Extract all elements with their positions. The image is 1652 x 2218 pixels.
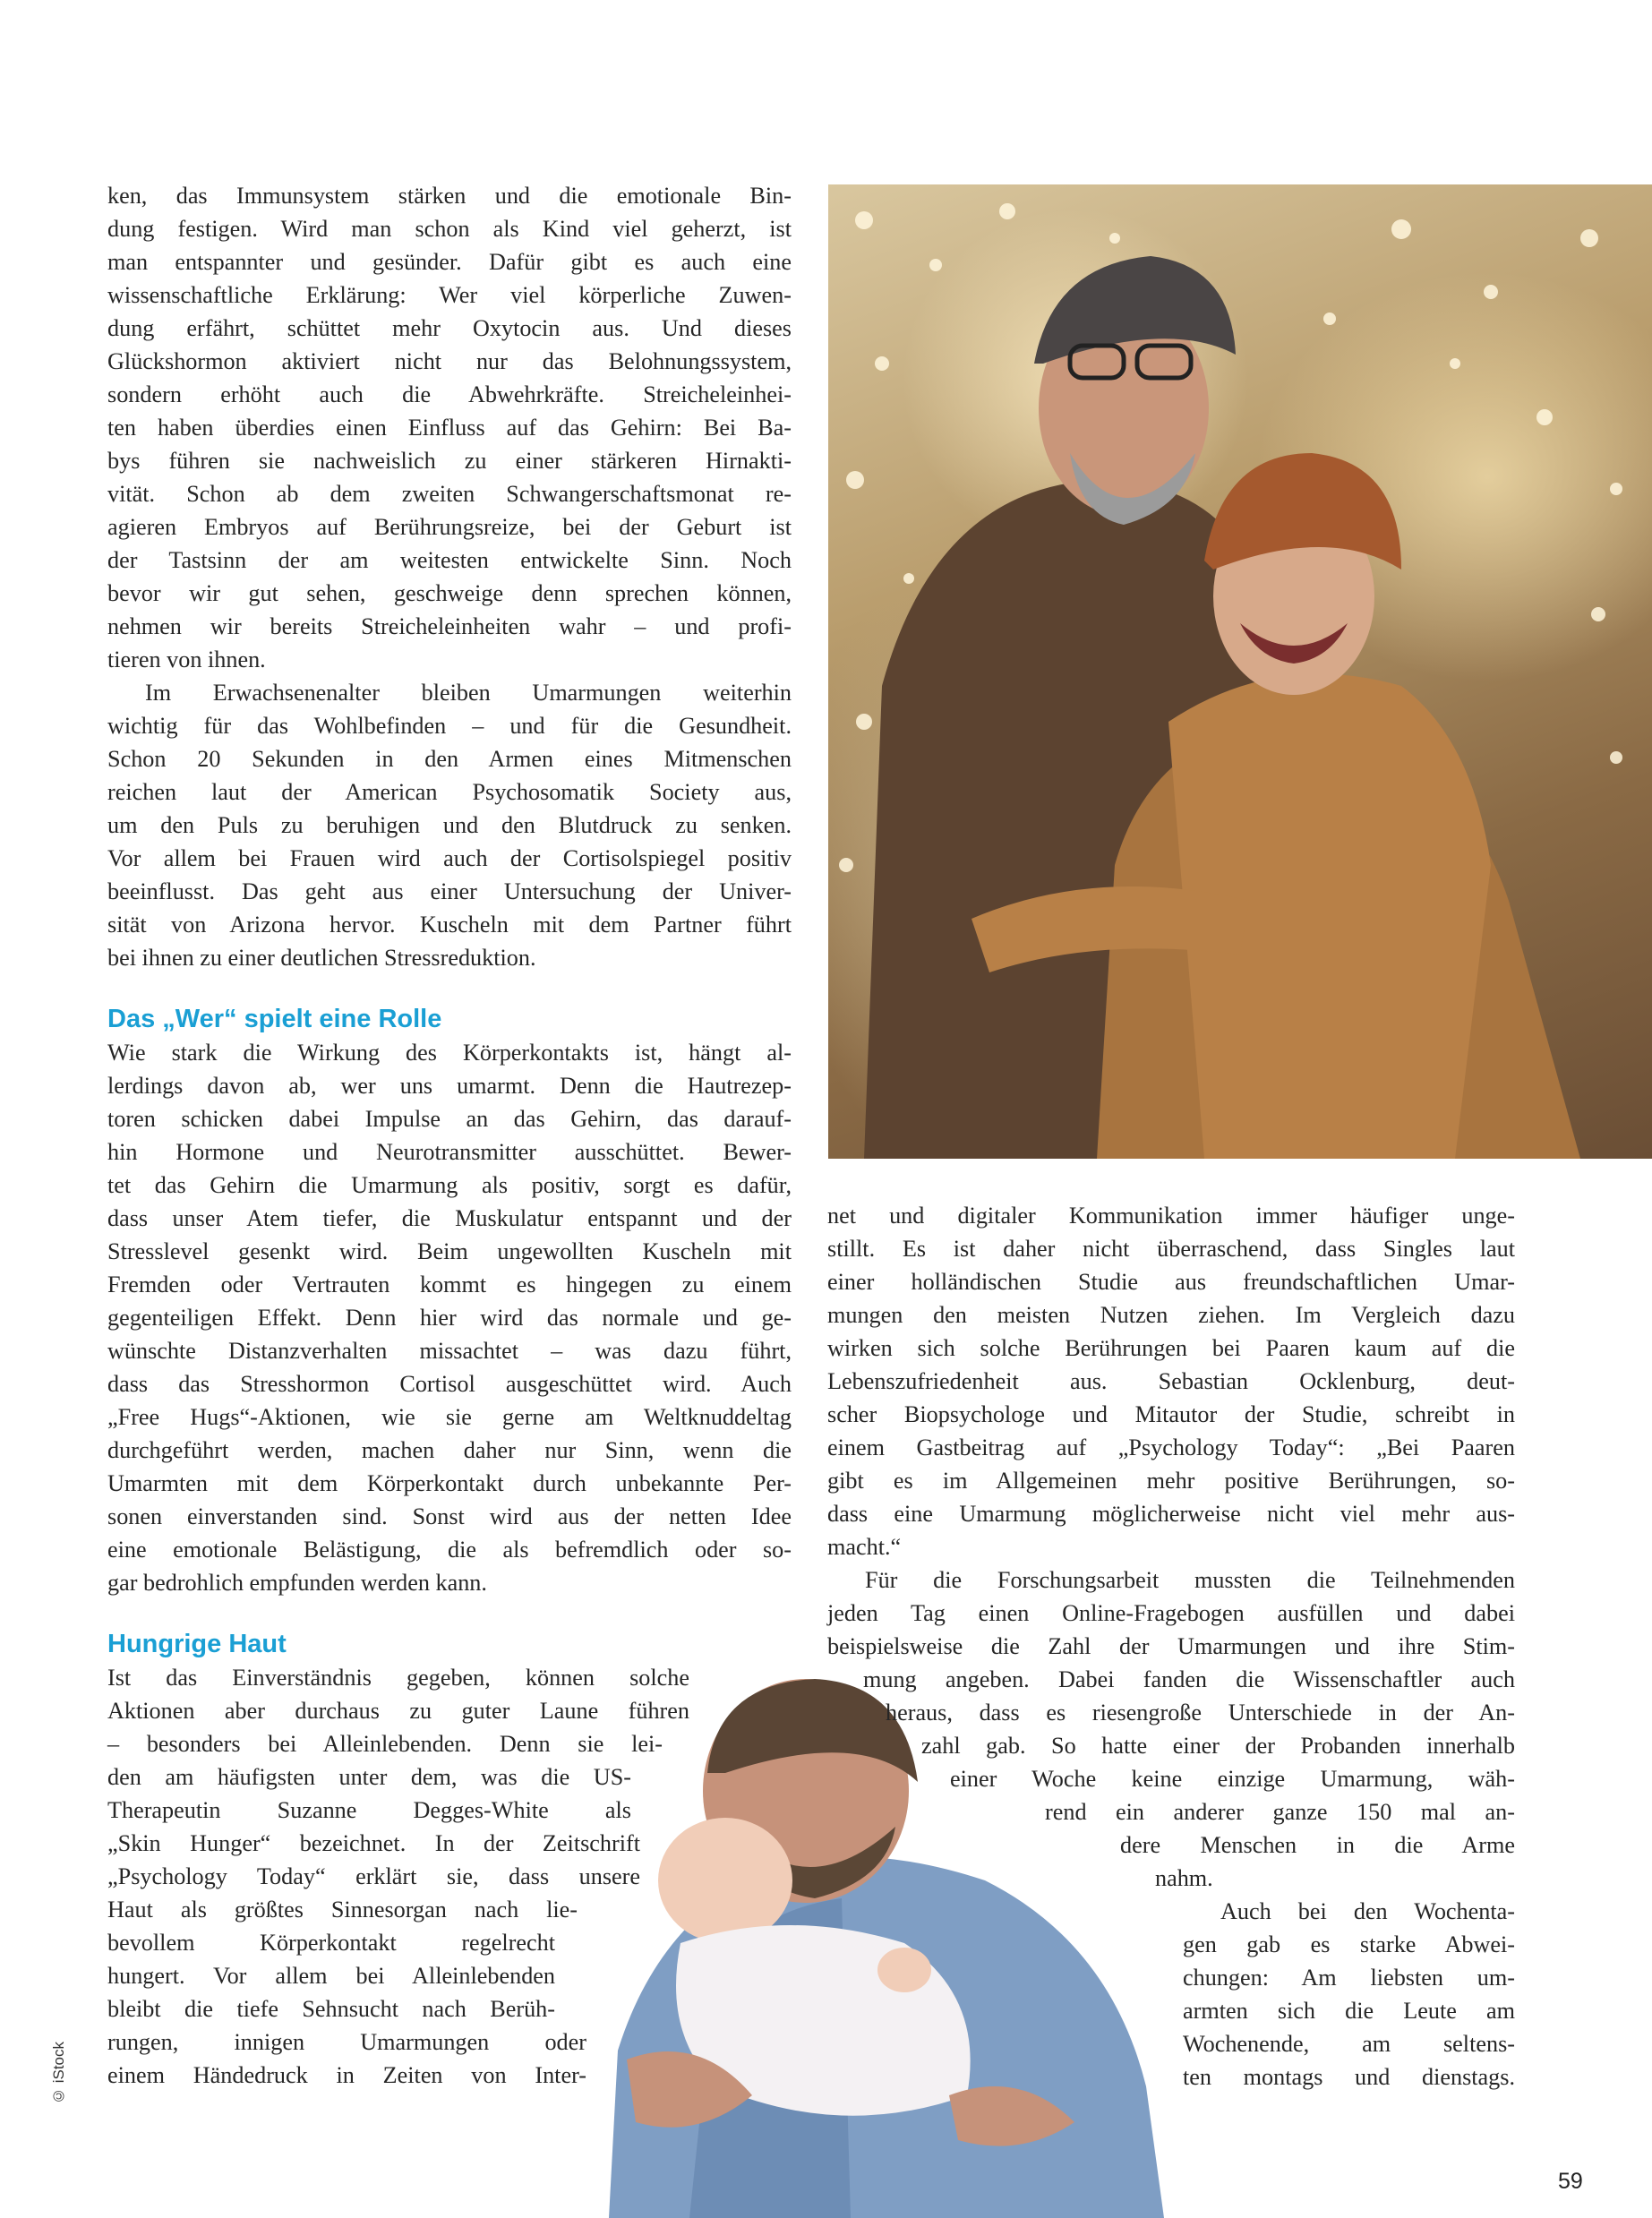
text-line: Therapeutin Suzanne Degges-White als: [107, 1797, 631, 1823]
text-line: dass eine Umarmung möglicherweise nicht viel mehr aus-: [827, 1501, 1515, 1527]
text-line: man entspannter und gesünder. Dafür gibt es auch eine: [107, 249, 792, 275]
text-line: bevollem Körperkontakt regelrecht: [107, 1930, 555, 1956]
subheading-das-wer: Das „Wer“ spielt eine Rolle: [107, 1005, 442, 1033]
text-line: Umarmten mit dem Körperkontakt durch unbekannte Per-: [107, 1470, 792, 1496]
text-line: vität. Schon ab dem zweiten Schwangerschaftsmonat re-: [107, 481, 792, 507]
text-line: macht.“: [827, 1534, 902, 1560]
text-line: beeinflusst. Das geht aus einer Untersuchung der Univer-: [107, 878, 792, 904]
text-line: um den Puls zu beruhigen und den Blutdruck zu senken.: [107, 812, 792, 838]
photo-credit: © iStock: [50, 2041, 67, 2104]
text-line: „Skin Hunger“ bezeichnet. In der Zeitschrift: [107, 1830, 640, 1856]
text-line: nehmen wir bereits Streicheleinheiten wahr – und profi-: [107, 613, 792, 639]
text-line: net und digitaler Kommunikation immer häufiger unge-: [827, 1203, 1515, 1229]
text-line: Ist das Einverständnis gegeben, können solche: [107, 1665, 689, 1691]
text-line: einer Woche keine einzige Umarmung, wäh-: [950, 1766, 1515, 1792]
text-line: Lebenszufriedenheit aus. Sebastian Ocklenburg, deut-: [827, 1368, 1515, 1394]
text-line: heraus, dass es riesengroße Unterschiede in der An-: [886, 1700, 1515, 1726]
text-line: chungen: Am liebsten um-: [1183, 1965, 1515, 1991]
text-line: nahm.: [1155, 1865, 1213, 1891]
text-line: dere Menschen in die Arme: [1120, 1832, 1515, 1858]
text-line: Glückshormon aktiviert nicht nur das Belohnungssystem,: [107, 348, 792, 374]
right-paragraph-3: [1183, 1895, 1515, 2094]
subheading-hungrige-haut: Hungrige Haut: [107, 1630, 287, 1658]
text-line: beispielsweise die Zahl der Umarmungen und ihre Stim-: [827, 1633, 1515, 1659]
couple-illustration: [828, 184, 1652, 1159]
page-number: 59: [1558, 2169, 1583, 2194]
text-line: lerdings davon ab, wer uns umarmt. Denn die Hautrezep-: [107, 1073, 792, 1099]
text-line: Für die Forschungsarbeit mussten die Teilnehmenden: [865, 1567, 1515, 1593]
text-line: mung angeben. Dabei fanden die Wissenschaftler auch: [863, 1666, 1515, 1692]
text-line: Im Erwachsenenalter bleiben Umarmungen weiterhin: [145, 680, 792, 706]
text-line: toren schicken dabei Impulse an das Gehirn, das darauf-: [107, 1106, 792, 1132]
text-line: ten haben überdies einen Einfluss auf das Gehirn: Bei Ba-: [107, 415, 792, 441]
text-line: den am häufigsten unter dem, was die US-: [107, 1764, 631, 1790]
text-line: Vor allem bei Frauen wird auch der Cortisolspiegel positiv: [107, 845, 792, 871]
text-line: jeden Tag einen Online-Fragebogen ausfüllen und dabei: [827, 1600, 1515, 1626]
text-line: stillt. Es ist daher nicht überraschend, dass Singles laut: [827, 1236, 1515, 1262]
text-line: dass unser Atem tiefer, die Muskulatur entspannt und der: [107, 1205, 792, 1231]
left-paragraph-4: [107, 1661, 792, 2092]
text-line: rend ein anderer ganze 150 mal an-: [1045, 1799, 1515, 1825]
text-line: tieren von ihnen.: [107, 647, 266, 672]
text-line: wichtig für das Wohlbefinden – und für die Gesundheit.: [107, 713, 792, 739]
text-line: bys führen sie nachweislich zu einer stärkeren Hirnakti-: [107, 448, 792, 474]
text-line: Auch bei den Wochenta-: [1220, 1898, 1515, 1924]
text-line: Wochenende, am seltens-: [1183, 2031, 1515, 2057]
text-line: Stresslevel gesenkt wird. Beim ungewollten Kuscheln mit: [107, 1238, 792, 1264]
left-column: [107, 179, 792, 2092]
text-line: hungert. Vor allem bei Alleinlebenden: [107, 1963, 555, 1989]
text-line: – besonders bei Alleinlebenden. Denn sie lei-: [107, 1731, 663, 1757]
text-line: ten montags und dienstags.: [1183, 2064, 1515, 2090]
text-line: „Free Hugs“-Aktionen, wie sie gerne am Weltknuddeltag: [107, 1404, 792, 1430]
text-line: durchgeführt werden, machen daher nur Sinn, wenn die: [107, 1437, 792, 1463]
text-line: Aktionen aber durchaus zu guter Laune führen: [107, 1698, 689, 1724]
text-line: scher Biopsychologe und Mitautor der Studie, schreibt in: [827, 1401, 1515, 1427]
text-line: einem Gastbeitrag auf „Psychology Today“: „Bei Paaren: [827, 1434, 1515, 1460]
text-line: Fremden oder Vertrauten kommt es hingegen zu einem: [107, 1272, 792, 1297]
couple-photo: [828, 184, 1652, 1159]
text-line: einem Händedruck in Zeiten von Inter-: [107, 2062, 586, 2088]
right-column: [827, 1199, 1515, 2094]
text-line: sondern erhöht auch die Abwehrkräfte. Streicheleinhei-: [107, 381, 792, 407]
left-paragraph-1: [107, 179, 792, 676]
text-line: einer holländischen Studie aus freundschaftlichen Umar-: [827, 1269, 1515, 1295]
text-line: sonen einverstanden sind. Sonst wird aus der netten Idee: [107, 1503, 792, 1529]
text-line: tet das Gehirn die Umarmung als positiv, sorgt es dafür,: [107, 1172, 792, 1198]
text-line: dass das Stresshormon Cortisol ausgeschüttet wird. Auch: [107, 1371, 792, 1397]
text-line: zahl gab. So hatte einer der Probanden innerhalb: [921, 1733, 1515, 1759]
text-line: wirken sich solche Berührungen bei Paaren kaum auf die: [827, 1335, 1515, 1361]
text-line: dung erfährt, schüttet mehr Oxytocin aus. Und dieses: [107, 315, 792, 341]
text-line: wünschte Distanzverhalten missachtet – was dazu führt,: [107, 1338, 792, 1364]
text-line: bevor wir gut sehen, geschweige denn sprechen können,: [107, 580, 792, 606]
text-line: reichen laut der American Psychosomatik Society aus,: [107, 779, 792, 805]
right-paragraph-2: [827, 1563, 1515, 1895]
text-line: wissenschaftliche Erklärung: Wer viel körperliche Zuwen-: [107, 282, 792, 308]
right-paragraph-1: [827, 1199, 1515, 1563]
text-line: bleibt die tiefe Sehnsucht nach Berüh-: [107, 1996, 555, 2022]
text-line: rungen, innigen Umarmungen oder: [107, 2029, 586, 2055]
left-paragraph-3: [107, 1036, 792, 1599]
text-line: dung festigen. Wird man schon als Kind viel geherzt, ist: [107, 216, 792, 242]
text-line: Wie stark die Wirkung des Körperkontakts ist, hängt al-: [107, 1040, 792, 1066]
text-line: gegenteiligen Effekt. Denn hier wird das normale und ge-: [107, 1305, 792, 1331]
left-paragraph-2: [107, 676, 792, 974]
text-line: gen gab es starke Abwei-: [1183, 1931, 1515, 1957]
text-line: mungen den meisten Nutzen ziehen. Im Vergleich dazu: [827, 1302, 1515, 1328]
text-line: eine emotionale Belästigung, die als befremdlich oder so-: [107, 1537, 792, 1563]
text-line: bei ihnen zu einer deutlichen Stressreduktion.: [107, 945, 536, 971]
text-line: Schon 20 Sekunden in den Armen eines Mitmenschen: [107, 746, 792, 772]
text-line: Haut als größtes Sinnesorgan nach lie-: [107, 1897, 578, 1923]
text-line: gar bedrohlich empfunden werden kann.: [107, 1570, 487, 1596]
text-line: agieren Embryos auf Berührungsreize, bei der Geburt ist: [107, 514, 792, 540]
text-line: armten sich die Leute am: [1183, 1998, 1515, 2024]
text-line: „Psychology Today“ erklärt sie, dass unsere: [107, 1863, 640, 1889]
text-line: der Tastsinn der am weitesten entwickelte Sinn. Noch: [107, 547, 792, 573]
text-line: gibt es im Allgemeinen mehr positive Berührungen, so-: [827, 1468, 1515, 1494]
text-line: ken, das Immunsystem stärken und die emotionale Bin-: [107, 183, 792, 209]
text-line: hin Hormone und Neurotransmitter ausschüttet. Bewer-: [107, 1139, 792, 1165]
text-line: sität von Arizona hervor. Kuscheln mit dem Partner führt: [107, 912, 792, 938]
